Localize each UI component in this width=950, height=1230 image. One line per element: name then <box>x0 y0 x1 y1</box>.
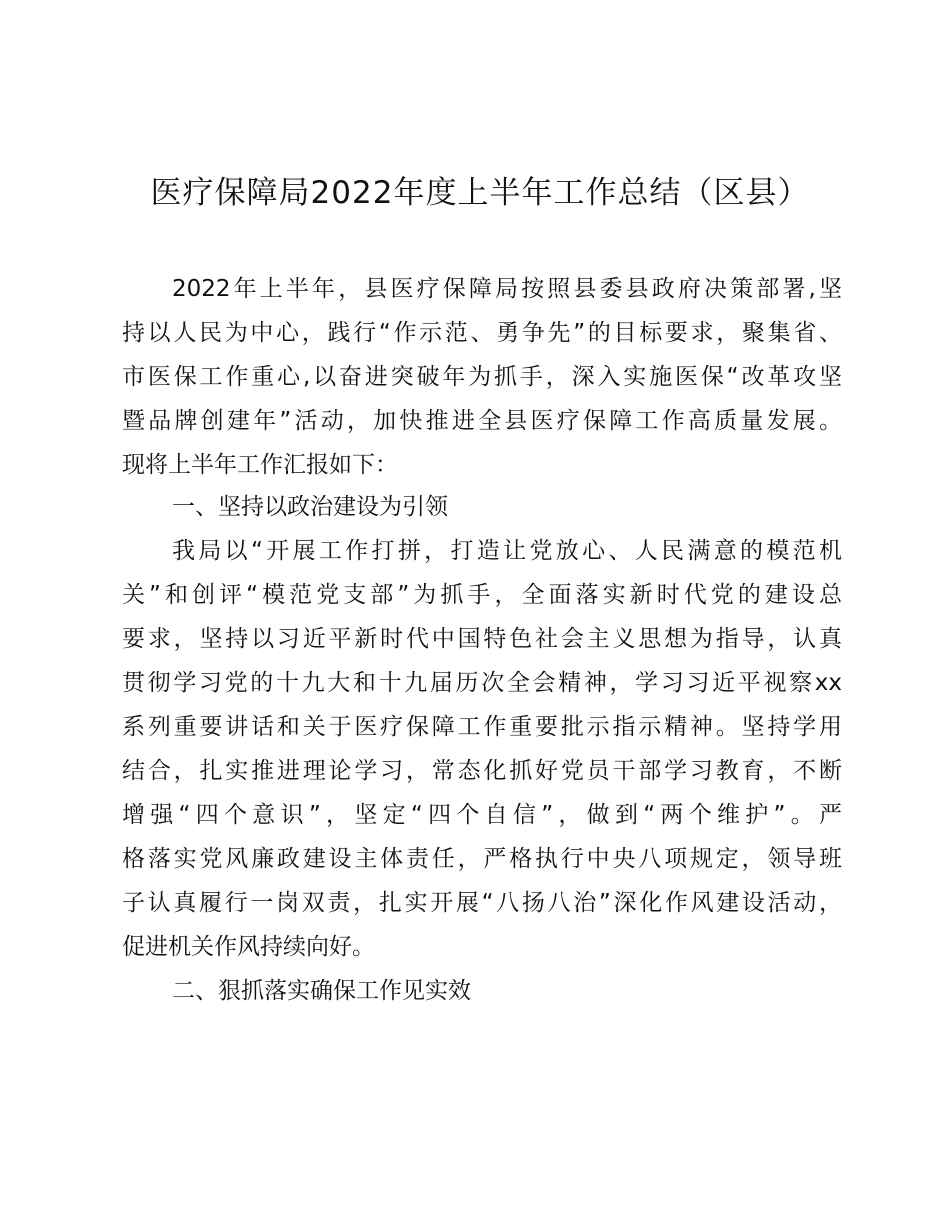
intro-line-1: 2022年上半年，县医疗保障局按照县委县政府决策部署,坚 <box>172 276 842 302</box>
section-1-line-6: 结合，扎实推进理论学习，常态化抓好党员干部学习教育，不断 <box>122 758 842 784</box>
section-1-line-7: 增强“四个意识”，坚定“四个自信”，做到“两个维护”。严 <box>122 802 842 828</box>
document-title: 医疗保障局2022年度上半年工作总结（区县） <box>150 175 810 211</box>
section-1-line-2: 关”和创评“模范党支部”为抓手，全面落实新时代党的建设总 <box>122 582 842 608</box>
section-1-line-1: 我局以“开展工作打拼，打造让党放心、人民满意的模范机 <box>172 538 842 564</box>
section-1-line-9: 子认真履行一岗双责，扎实开展“八扬八治”深化作风建设活动， <box>122 890 842 916</box>
section-2-heading: 二、狠抓落实确保工作见实效 <box>172 978 471 1004</box>
section-1-heading: 一、坚持以政治建设为引领 <box>172 494 448 520</box>
intro-line-5: 现将上半年工作汇报如下： <box>122 452 398 478</box>
intro-line-3: 市医保工作重心,以奋进突破年为抓手，深入实施医保“改革攻坚 <box>122 364 842 390</box>
section-1-line-8: 格落实党风廉政建设主体责任，严格执行中央八项规定，领导班 <box>122 846 842 872</box>
section-1-line-10: 促进机关作风持续向好。 <box>122 934 375 960</box>
intro-line-2: 持以人民为中心，践行“作示范、勇争先”的目标要求，聚集省、 <box>122 320 842 346</box>
intro-line-4: 暨品牌创建年”活动，加快推进全县医疗保障工作高质量发展。 <box>122 408 842 434</box>
section-1-line-4: 贯彻学习党的十九大和十九届历次全会精神，学习习近平视察xx <box>122 670 842 696</box>
section-1-line-5: 系列重要讲话和关于医疗保障工作重要批示指示精神。坚持学用 <box>122 714 842 740</box>
section-1-line-3: 要求，坚持以习近平新时代中国特色社会主义思想为指导，认真 <box>122 626 842 652</box>
